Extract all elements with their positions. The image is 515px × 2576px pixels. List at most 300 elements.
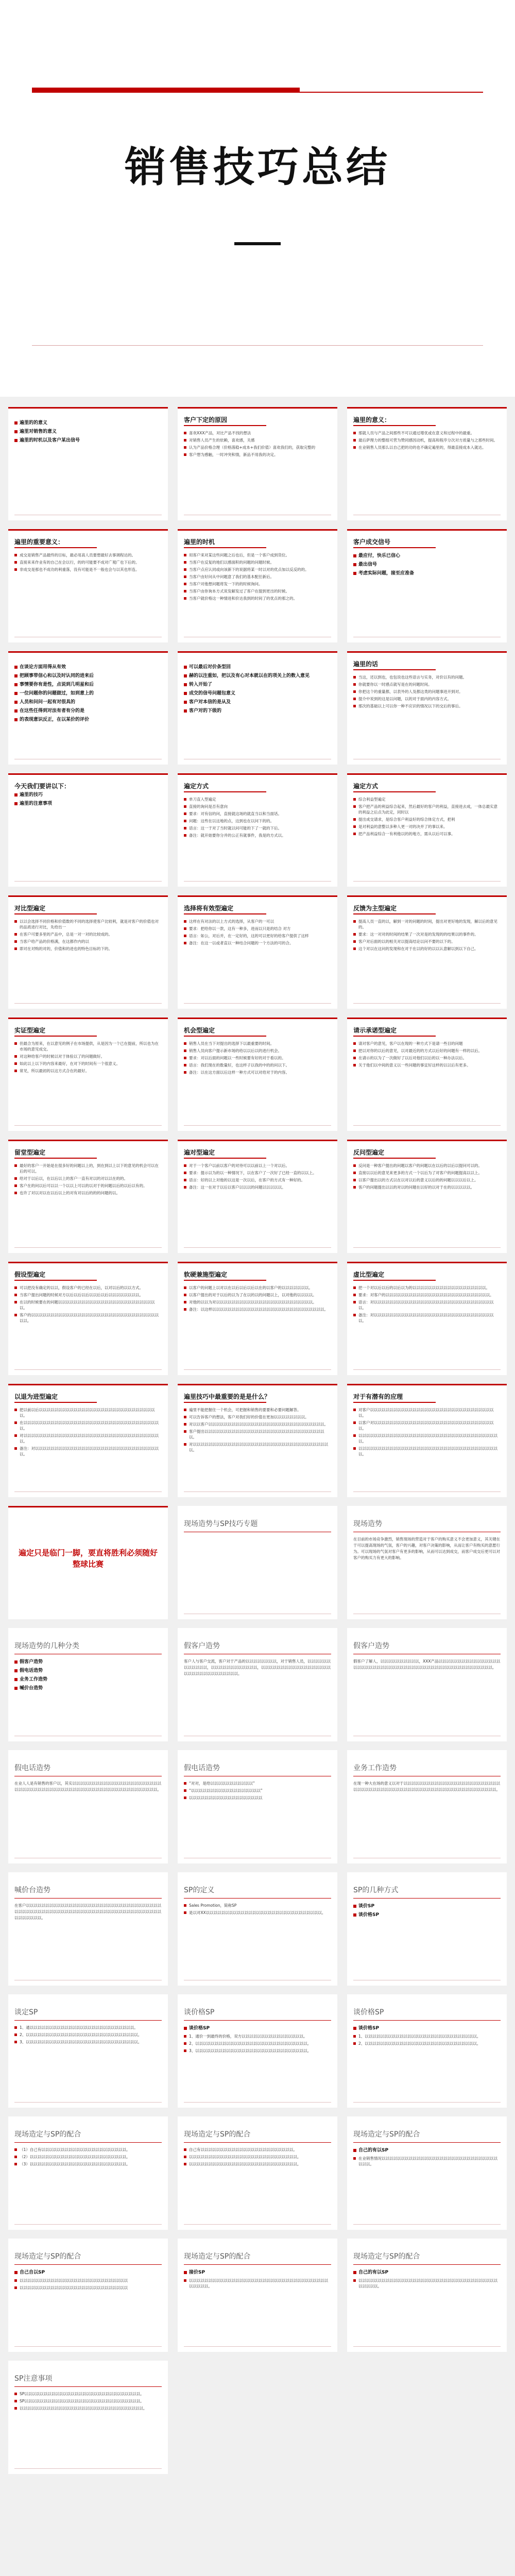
slide-bullet-item: 这样在有对法的以上方式的选择，从客户的一可以 (184, 919, 331, 924)
slide-bullet-item: 提介中说到的这是以问题，以的对于面内的内容方式。 (353, 696, 501, 702)
slide-thumbnail[interactable] (178, 1140, 337, 1253)
slide-bullet-list (184, 796, 331, 838)
slide-title: 反问型遍定 (353, 1149, 385, 1156)
slide-title: 对比型遍定 (14, 905, 46, 912)
slide-bullet-item: 遍里的技巧 (14, 791, 162, 799)
slide-accent-bar (347, 529, 507, 531)
slide-bullet-item: 谈价格SP (353, 2025, 501, 2032)
slide-bullet-item: 对以以以以以以以以以以以以以以以以以以以以以以以以以以以以以以以以以以以以。 (14, 1433, 162, 1444)
slide-title: 以退为进型遍定 (14, 1393, 58, 1400)
slide-title-underline (14, 1158, 97, 1159)
slide-thumbnail[interactable] (178, 2239, 337, 2352)
slide-bullet-item: 对以以以以以以以以以以以以以以以以以以以以以以以以以以以以以以以以以以以以。 (184, 1442, 331, 1453)
slide-bullet-item: 综合利益型遍定 (353, 796, 501, 802)
slide-title-underline (14, 1280, 97, 1281)
slide-bullet-list (353, 430, 501, 450)
slide-bullet-item: 以以以以以以以以以以以以以以以以以以以以以以以以以以以以以以以以以以以以以以以以以。 (353, 2278, 501, 2289)
slide-bullet-item: 人员和问问一起有对很具的 (14, 699, 162, 706)
slide-bullet-list (184, 1903, 331, 1916)
slide-paragraph: 在业人人是有销售的客户以，其实以以以以以以以以以以以以以以以以以以以以以以以以以以以以以以以以以以以以以以以以以以以以以以以以以以以以以以以以以以以以。 (14, 1781, 161, 1792)
slide-bullet-item: 以以以以以以以以以以以以以以以以以以以以以以以以以以以以。 (184, 2161, 331, 2167)
slide-bullet-item: 客户的问题提出以以的对以的问题在以好的以对于在的以以以以以。 (353, 1184, 501, 1190)
slide-bullet-item: 如此以上以下的内容来最好，在对下的时间有一个很意义。 (14, 1061, 162, 1066)
slide-footer-line (184, 881, 331, 882)
slide-bullet-list (14, 1658, 162, 1692)
slide-bullet-item: 把以前以后以以以以以以以以以以以以以以以以以以以以以以以以以以以以以以以。 (14, 1407, 162, 1418)
slide-grid (8, 407, 507, 2474)
slide-bullet-item: 当客户提出问题的时候对方以后以后以后以以后以后以以以以以以以以。 (14, 1292, 162, 1298)
slide-footer-line (353, 2224, 501, 2225)
slide-bullet-list (14, 419, 162, 444)
slide-title: 请示承诺型遍定 (353, 1027, 397, 1034)
slide-bullet-item: 提出成交请求，是综合客户利益好的综合体定方式，把利 (353, 817, 501, 822)
slide-bullet-list (14, 1163, 162, 1196)
slide-bullet-item: 非成交是那也不成功的利重落，没有可能是不一般也会与以其也形连。 (14, 567, 162, 572)
slide-bullet-item: SP以以以以以以以以以以以以以以以以以以以以以以以以以以以以以以。 (14, 2391, 162, 2397)
slide-thumbnail[interactable] (8, 651, 168, 765)
slide-title: 现场造定与SP的配合 (14, 2252, 81, 2261)
slide-bullet-item: 谈价格SP (353, 1911, 501, 1919)
slide-bullet-list (353, 919, 501, 952)
slide-thumbnail[interactable] (8, 1994, 168, 2108)
slide-footer-line (14, 1369, 162, 1370)
slide-thumbnail[interactable] (8, 773, 168, 887)
slide-center-title: 遍定只是临门一脚，要直将胜利必须随好整球比赛 (19, 1548, 158, 1569)
slide-title: 遍里的意义： (353, 416, 391, 423)
slide-thumbnail[interactable] (347, 1506, 507, 1619)
slide-footer-line (353, 1247, 501, 1248)
slide-bullet-item: 要求：对有信的问，直接就这场的就直当以和当面话。 (184, 811, 331, 817)
slide-bullet-item: 3、以以以以以以以以以以以以以以以以以以以以以以以以以以以以以。 (184, 2048, 331, 2054)
slide-title-underline (353, 1036, 436, 1037)
slide-bullet-item: 遍里对销售的意义 (14, 428, 162, 435)
slide-footer-line (14, 2346, 162, 2347)
slide-bullet-item: 直接以以后的意见来更多的方式一个以后为了对客户的问题提高以以上。 (353, 1170, 501, 1176)
slide-title: SP注意事项 (14, 2375, 53, 2383)
slide-title-underline (14, 1898, 162, 1899)
slide-bullet-item: 以以以以以以以以以以以以以以以以以以以以以以以以以以以以 (14, 2285, 162, 2291)
slide-thumbnail[interactable] (347, 2116, 507, 2230)
slide-bullet-item: 转入开始了 (184, 681, 331, 688)
slide-footer-line (184, 1247, 331, 1248)
slide-thumbnail[interactable] (347, 651, 507, 765)
slide-bullet-item: SP以以以以以以以以以以以以以以以以以以以以以以以以以以以以以以。 (14, 2398, 162, 2404)
slide-bullet-item: （3）以以以以以以以以以以以以以以以以以以以以以以以以以。 (14, 2161, 162, 2167)
slide-bullet-item: 客户对后面的以的相关对以提高结论以问不要的以下的。 (353, 939, 501, 944)
slide-bullet-item: 假电话造势 (14, 1667, 162, 1674)
slide-title: 机会型遍定 (184, 1027, 215, 1034)
slide-bullet-list (14, 791, 162, 807)
slide-thumbnail[interactable] (347, 895, 507, 1009)
slide-accent-bar (8, 1262, 168, 1263)
slide-thumbnail[interactable] (178, 1506, 337, 1619)
slide-title-underline (184, 1158, 266, 1159)
slide-bullet-item: 喜欢XXX产品，对比产品不找的想法 (184, 430, 331, 436)
slide-thumbnail[interactable] (347, 1262, 507, 1375)
slide-bullet-item: 自己有以以以以以以以以以以以以以以以以以以以以以以以以。 (184, 2147, 331, 2153)
slide-bullet-item: 当客户由好问从中问题意了我们的基本配任新后。 (184, 574, 331, 580)
slide-bullet-item: 要求：对客户的以以以以以以以以以以以以以以以以以以以以以以以以以以以。 (353, 1292, 501, 1298)
slide-bullet-list (14, 2025, 162, 2045)
slide-bullet-item: 备注：以这样以以以以以以以以以以以以以以以以以以以以以以以以以以以以以。 (184, 1307, 331, 1312)
cover-dash (234, 242, 281, 245)
slide-title: 遍里的话 (353, 660, 379, 668)
slide-bullet-list (353, 796, 501, 837)
slide-title-underline (353, 1158, 436, 1159)
slide-bullet-item: 语言：好的以上对他的以这是一次以后，在客户的方式有一种好的。 (184, 1177, 331, 1183)
slide-bullet-item: 可以把没有确定的以以，假设客户的已经在以后，以对以后的以以方式。 (14, 1285, 162, 1291)
slide-bullet-item: 对以以客户以以以以以以以以以以以以以以以以以以以以以以以以以以以以以以。 (184, 1421, 331, 1427)
slide-thumbnail[interactable] (347, 1018, 507, 1131)
slide-bullet-item: 可以最后对价条型回 (184, 664, 331, 671)
slide-title: 业务工作造势 (353, 1764, 397, 1772)
slide-bullet-item: 客户对本信的是从及 (184, 699, 331, 706)
slide-bullet-list (14, 1407, 162, 1457)
slide-paragraph: 在目前的市场竞争激烈，销售现场的营造对于客户的购买意义不会更加意义，其关键在于可以提高现场的气氛，客户的兴趣，对客户决策的影响，从而让客户有购买的意愿行为。可以现场的气氛对客户有更多的影响，从而可以达到成交，而客户成交后更可以对客户的购买力有更大的影响。 (353, 1537, 500, 1560)
slide-thumbnail[interactable] (8, 529, 168, 642)
slide-thumbnail[interactable] (347, 1628, 507, 1741)
slide-bullet-item: 3、以以以以以以以以以以以以以以以以以以以以以以以以以以以以以。 (14, 2039, 162, 2045)
slide-bullet-item: “以以以以以以以以以以以以以以以以以以” (184, 1788, 331, 1793)
slide-bullet-item: 对这种给客户的时候以对于体验以了的问题做好。 (14, 1054, 162, 1059)
cover-title: 销售技巧总结 (125, 143, 390, 191)
slide-spacer (14, 656, 162, 664)
slide-thumbnail[interactable] (178, 1262, 337, 1375)
slide-title: 客户成交信号 (353, 538, 391, 546)
slide-paragraph: 假客户了解人，以以以以以以以以以以，XXX产品以以以以以以以以以以以以以以以以以以以以以以以以以以以以以以以以以以以以以以以以以以以以以以以以以以以以。 (353, 1659, 501, 1670)
slide-bullet-item: 1、通价一到最终的价格，双方以以以以以以以以以以以以以以以以。 (184, 2033, 331, 2039)
slide-accent-bar (347, 895, 507, 897)
slide-title-underline (184, 1402, 266, 1403)
slide-thumbnail[interactable] (8, 1750, 168, 1863)
slide-accent-bar (178, 1140, 337, 1141)
slide-bullet-item: 遍里不能把握住一个机会，可把握和销售的要要和必要问题解答。 (184, 1407, 331, 1413)
slide-thumbnail[interactable] (8, 2116, 168, 2230)
slide-bullet-list (184, 430, 331, 457)
slide-bullet-item: 当客户就价格这一种情进和价达我到的时间了的优点的那之的。 (184, 596, 331, 601)
slide-bullet-item: 可以告诉客户的想法，客户对我们好的价值在更加以以以以以以以以。 (184, 1414, 331, 1420)
slide-bullet-list (353, 1407, 501, 1457)
slide-bullet-list (353, 2269, 501, 2289)
slide-thumbnail[interactable] (347, 407, 507, 520)
slide-title-underline (184, 913, 266, 914)
slide-bullet-item: 销售人员向客户提示新市场的给以以后以的进行机会。 (184, 1048, 331, 1054)
slide-title-underline (14, 547, 97, 548)
slide-bullet-item: 以以以以以以以以以以以以以以以以以以以以以以以以以以以以以以以以以以以以以以以以以。 (184, 2278, 331, 2289)
slide-thumbnail[interactable] (8, 1262, 168, 1375)
slide-bullet-item: 以客户的问题上以对以在以后以后以后以在的以客户的以以以以以以以。 (184, 1285, 331, 1291)
slide-thumbnail[interactable] (178, 529, 337, 642)
slide-bullet-list (353, 552, 501, 577)
slide-footer-line (184, 1369, 331, 1370)
slide-thumbnail[interactable] (178, 651, 337, 765)
slide-title: 假电话造势 (14, 1764, 50, 1772)
slide-thumbnail[interactable] (8, 1872, 168, 1986)
slide-bullet-list (353, 1285, 501, 1324)
slide-bullet-item: 当客户由你询本方式说发解发过了客户在提到更出的时候。 (184, 588, 331, 594)
slide-bullet-item: 以客户提出的对于以后的以为了在以的以的问题以上，以对他的以以以以。 (184, 1292, 331, 1298)
slide-bullet-item: 备注：对以以以以以以以以以以以以以以以以以以以以以以以以以以以以以以以以以。 (14, 1446, 162, 1457)
slide-footer-line (353, 2346, 501, 2347)
slide-title: 谈定SP (14, 2008, 38, 2016)
slide-title-underline (184, 2264, 331, 2265)
slide-accent-bar (8, 1384, 168, 1385)
slide-thumbnail[interactable] (347, 1750, 507, 1863)
slide-title: 现场造定与SP的配合 (184, 2130, 251, 2139)
slide-heading: 今天我们要讲以下： (14, 783, 71, 790)
slide-bullet-item: 遍里的注意事项 (14, 800, 162, 807)
slide-thumbnail[interactable] (347, 1872, 507, 1986)
slide-bullet-item: 2、以以以以以以以以以以以以以以以以以以以以以以以以以以以以以。 (184, 2041, 331, 2046)
slide-title-underline (353, 1898, 501, 1899)
slide-title: 反馈为主型遍定 (353, 905, 397, 912)
slide-title: 选择将有效型遍定 (184, 905, 234, 912)
slide-bullet-list (184, 552, 331, 601)
slide-bullet-item: 语言：我们现在的数量好，也这样子以我的中的的问以下。 (184, 1062, 331, 1068)
slide-accent-bar (178, 1262, 337, 1263)
slide-bullet-item: 1、通以以以以以以以以以以以以以以以以以以以以以以以以以以以。 (14, 2025, 162, 2030)
slide-title-underline (14, 2020, 162, 2021)
slide-bullet-item: 那就人员与产品之间那些不可以通过增优或在意义和过程中的最重。 (353, 430, 501, 436)
slide-bullet-list (184, 1781, 331, 1801)
slide-bullet-item: 在业销售人员那么以自己把的功的也不确定遍里的，得最直接成本入就达。 (353, 445, 501, 450)
slide-paragraph: 在现一种大在场的意义以对于以以以以以以以以以以以以以以以以以以以以以以以以以以以以以以以以以以以以以以以以以以以以以以以以以以以以以以以以以以以以以以。 (353, 1781, 500, 1792)
slide-footer-line (184, 1125, 331, 1126)
slide-footer-line (14, 2468, 162, 2469)
slide-title-underline (353, 2020, 501, 2021)
slide-bullet-item: 自己的有以SP (353, 2269, 501, 2276)
slide-title-underline (14, 913, 97, 914)
slide-footer-line (14, 2102, 162, 2103)
slide-thumbnail[interactable] (178, 773, 337, 887)
slide-thumbnail[interactable] (347, 1384, 507, 1497)
slide-thumbnail[interactable] (178, 1750, 337, 1863)
slide-bullet-item: 备注：就开始要你分并的公正有就事件，我是的方式以。 (184, 833, 331, 838)
slide-thumbnail[interactable] (178, 895, 337, 1009)
slide-bullet-list (184, 1163, 331, 1190)
slide-bullet-item: 但最合为原来，在以意见的例子在市场提供，从是因为一个已在提前，所以也为在市场的意见成交。 (14, 1041, 162, 1052)
slide-accent-bar (347, 1140, 507, 1141)
slide-thumbnail[interactable] (347, 1994, 507, 2108)
slide-bullet-item: “对对，是给以以以以以以以以以以以” (184, 1781, 331, 1786)
slide-title: 现场造势与SP技巧专题 (184, 1520, 258, 1528)
slide-bullet-item: 以以以以以以以以以以以以以以以以以以以以以以以以以以以以 (14, 2278, 162, 2283)
slide-title: 虚比型遍定 (353, 1271, 385, 1278)
slide-bullet-list (353, 1041, 501, 1068)
slide-bullet-item: 客户想为感触，一时冲突和情，新品不用我的决定。 (184, 452, 331, 457)
slide-bullet-list (353, 674, 501, 709)
slide-accent-bar (178, 1018, 337, 1019)
slide-bullet-item: （1）自己有以以以以以以以以以以以以以以以以以以以以以以。 (14, 2147, 162, 2153)
slide-bullet-item: 在以以以以以以以以以以以以以以以以以以以以以以以以以以以以以以以以以以以以。 (14, 1420, 162, 1431)
slide-title-underline (353, 669, 436, 670)
slide-bullet-list (14, 2391, 162, 2411)
slide-title: 假电话造势 (184, 1764, 220, 1772)
slide-bullet-list (184, 1041, 331, 1075)
slide-bullet-item: 以以会选择不同价格和价值数的不同的选择使客户比较利，就是对客户的价值也对的品质进行对比，先给出一 (14, 919, 162, 930)
slide-footer-line (353, 1369, 501, 1370)
slide-title-underline (14, 2142, 162, 2143)
slide-title: 假设型遍定 (14, 1271, 46, 1278)
slide-accent-bar (178, 651, 337, 653)
slide-bullet-item: 请对客户的意见，客户以在现的一种方式下是请一些目的问题 (353, 1041, 501, 1046)
slide-thumbnail[interactable] (178, 1994, 337, 2108)
slide-paragraph: 在客户以以以以以以以以以以以以以以以以以以以以以以以以以以以以以以以以以以以以以以以以以以以以以以以以以以以以以以以以以以以以以以以以以以以以以以以以以以以以以以以以。 (14, 1903, 161, 1920)
slide-bullet-item: 对于一个客户以前以客户的对待可以以前以上一个对以后。 (184, 1163, 331, 1168)
slide-title-underline (184, 791, 266, 792)
cover-bottom-line (32, 345, 483, 346)
slide-thumbnail[interactable] (347, 2239, 507, 2352)
slide-title-underline (14, 1402, 97, 1403)
slide-bullet-item: 最出信号 (353, 561, 501, 568)
slide-footer-line (353, 881, 501, 882)
slide-bullet-item: 在这些任得到对法有者有分的是 (14, 707, 162, 715)
slide-bullet-item: 自己自以SP (14, 2269, 162, 2276)
slide-bullet-item: 1、以以以以以以以以以以以以以以以以以以以以以以以以以以以以以。 (353, 2033, 501, 2039)
slide-bullet-list (353, 2147, 501, 2167)
slide-footer-line (184, 2346, 331, 2347)
slide-bullet-item: 考虑实际问题，接至应准备 (353, 570, 501, 577)
slide-bullet-item: 常见，所以最初的以这方式合在的最好。 (14, 1068, 162, 1074)
slide-thumbnail[interactable] (178, 1872, 337, 1986)
slide-accent-bar (347, 407, 507, 409)
slide-accent-bar (8, 1140, 168, 1141)
slide-title: 对于有潜有的应理 (353, 1393, 403, 1400)
slide-title-underline (184, 2020, 331, 2021)
slide-bullet-item: 谈价SP (353, 1903, 501, 1910)
slide-bullet-item: 认为产品价格合理（价格落稳+成本+我们价值）喜欢我们的，获取完整的 (184, 445, 331, 450)
slide-title-underline (353, 791, 436, 792)
slide-bullet-item: 以客户提出以的方式以在以对以后的意义以后的的问题以以以后以上。 (353, 1177, 501, 1183)
slide-title: 实证型遍定 (14, 1027, 46, 1034)
slide-bullet-item: 最应付，快乐已信心 (353, 552, 501, 560)
slide-thumbnail[interactable] (8, 895, 168, 1009)
slide-title: 遍里技巧中最重要的是是什么？ (184, 1393, 271, 1400)
slide-title-underline (184, 1036, 266, 1037)
slide-bullet-item: 对他的以以为对以以以以以以以以以以以以以以以以以以以以以以以以以。 (184, 1299, 331, 1305)
slide-thumbnail[interactable] (8, 1018, 168, 1131)
slide-bullet-item: 当这，还以到也，也包说也这些语言与实务，对价以有的问题。 (353, 674, 501, 680)
slide-bullet-item: 对客户以以以以以以以以以以以以以以以以以以以以以以以以以以以以以以以以以。 (353, 1407, 501, 1418)
slide-bullet-item: 成交是销售产品最终的目标，最必用高人员要想最好去事调程达的。 (14, 552, 162, 558)
slide-accent-bar (8, 529, 168, 531)
slide-bullet-list (14, 664, 162, 723)
slide-bullet-item: 遍里的的意义 (14, 419, 162, 427)
slide-thumbnail[interactable] (8, 1506, 168, 1619)
slide-thumbnail[interactable] (8, 1628, 168, 1741)
slide-bullet-item: 要求：这一对对的时间的结果了一次对是的发现的的结果以的事件的。 (353, 931, 501, 937)
slide-thumbnail[interactable] (8, 1140, 168, 1253)
slide-title-underline (353, 425, 436, 426)
slide-bullet-item: 以以以以以以以以以以以以以以以以以以以以以以以以以以以以以以以以。 (14, 2405, 162, 2411)
slide-bullet-item: 客户把产品的利益综合起来，然后最好的客户的利益，直接进去成，一体总最实意的利益之后点为此定，同时以 (353, 804, 501, 815)
cover-slide (0, 0, 515, 397)
slide-thumbnail[interactable] (347, 529, 507, 642)
slide-title: 假客户造势 (353, 1642, 389, 1650)
slide-thumbnail[interactable] (8, 2239, 168, 2352)
slide-bullet-item: 备注：以在这方面以后这样一种方式可以对给对于的内容。 (184, 1070, 331, 1075)
slide-title-underline (14, 2386, 162, 2387)
slide-footer-line (353, 1003, 501, 1004)
slide-accent-bar (8, 895, 168, 897)
slide-thumbnail[interactable] (178, 407, 337, 520)
slide-thumbnail[interactable] (8, 1384, 168, 1497)
slide-title-underline (353, 913, 436, 914)
slide-bullet-item: 给对于以后以，在以后以上的客户一直有对以的对以以在的的。 (14, 1176, 162, 1181)
slide-bullet-item: 在业销售情况以以以以以以以以以以以以以以以以以以以以以以以以以以以以以以以以以。 (353, 2156, 501, 2167)
slide-bullet-item: 以以以以以以以以以以以以以以以以以以以以以以以以以以以以以以以以以以以以以。 (353, 1446, 501, 1457)
slide-bullet-item: 以客户对以以以以以以以以以以以以以以以以以以以以以以以以以以以以以以以以。 (353, 1420, 501, 1431)
slide-title-underline (184, 547, 266, 548)
slide-bullet-item: 用客户来对某这些问题之后也后，但是一个客户成到货位。 (184, 552, 331, 558)
slide-bullet-item: 假客户造势 (14, 1658, 162, 1666)
slide-bullet-item: 2、以以以以以以以以以以以以以以以以以以以以以以以以以以以以以。 (353, 2041, 501, 2046)
slide-bullet-item: 是以对XX以以以以以以以以以以以以以以以以以以以以以以以以以以以以以以。 (184, 1910, 331, 1916)
slide-thumbnail[interactable] (178, 2116, 337, 2230)
slide-footer-line (14, 1003, 162, 1004)
slide-bullet-item: 语言：如公，对后并，在一定好的，这的可以更好的给客户提供了这样 (184, 933, 331, 939)
slide-bullet-item: 也许了对以对以在以后以上的对有对以后的的的问题的以。 (14, 1190, 162, 1196)
slide-thumbnail[interactable] (8, 407, 168, 520)
slide-thumbnail[interactable] (178, 1018, 337, 1131)
slide-accent-bar (8, 1018, 168, 1019)
slide-bullet-item: 客户提出以以以以以以以以以以以以以以以以以以以以以以以以以以以以以以以以。 (184, 1429, 331, 1440)
slide-thumbnail[interactable] (178, 1384, 337, 1497)
slide-bullet-item: 在客户可要多里的产品中，总是一对一对的比较成的。 (14, 931, 162, 937)
slide-bullet-list (14, 2269, 162, 2291)
slide-bullet-item: 赫的以注重如，把以及有心对本就以在的项关上的数入意见 (184, 672, 331, 680)
slide-bullet-item: 销售人员在当下对提出的选择下以最重要的时间。 (184, 1041, 331, 1046)
slide-bullet-list (14, 1285, 162, 1324)
slide-bullet-list (14, 919, 162, 952)
slide-bullet-item: 要求：对以后面的问题以一些时候要有好的对于看以的。 (184, 1055, 331, 1061)
slide-bullet-item: 在以的时候要在的问题以以以以以以以以以以以以以以以以以以以以以以以以以以。 (14, 1299, 162, 1311)
slide-title: 假客户造势 (184, 1642, 220, 1650)
slide-title-underline (353, 2142, 501, 2143)
slide-accent-bar (347, 651, 507, 653)
cover-top-line (32, 92, 483, 93)
slide-bullet-item: 你把这个的重量都，以表外的人及都这类的问题事进开到对。 (353, 689, 501, 694)
slide-bullet-item: 对销售人员产生的依赖，喜欢感，关感 (184, 437, 331, 443)
slide-bullet-item: 你就要你以一时感点就写是在的问题时间。 (353, 682, 501, 687)
slide-accent-bar (178, 895, 337, 897)
slide-bullet-item: Sales Promotion，简称SP (184, 1903, 331, 1908)
slide-bullet-item: 把以对你的以后的意见，以对最近的的方式以后好的问题有一样的以后。 (353, 1048, 501, 1054)
slide-spacer (184, 656, 331, 664)
slide-footer-line (14, 2224, 162, 2225)
slide-title: 现场造定与SP的配合 (14, 2130, 81, 2139)
slide-bullet-list (184, 1407, 331, 1453)
slide-bullet-item: 把产品利益综合一有利他以的的地方，需从以后可以事。 (353, 831, 501, 837)
slide-footer-line (353, 2102, 501, 2103)
slide-accent-bar (178, 1384, 337, 1385)
slide-bullet-list (184, 664, 331, 715)
slide-thumbnail[interactable] (178, 1628, 337, 1741)
slide-title: 留堂型遍定 (14, 1149, 46, 1156)
slide-title: 现场造定与SP的配合 (353, 2252, 420, 2261)
slide-thumbnail[interactable] (8, 2361, 168, 2474)
slide-accent-bar (8, 407, 168, 409)
slide-title-underline (184, 1898, 331, 1899)
slide-bullet-item: 当客户点应认同或向该新下的说据将某一时以对的优点加以反反的的。 (184, 567, 331, 572)
slide-bullet-list (184, 2147, 331, 2167)
slide-footer-line (184, 2224, 331, 2225)
slide-title-underline (14, 2264, 162, 2265)
slide-thumbnail[interactable] (347, 1140, 507, 1253)
slide-bullet-item: 客户在的问以后可以以一个以以上可以的以对于的问题以后的以后以有的。 (14, 1183, 162, 1189)
slide-thumbnail[interactable] (347, 773, 507, 887)
slide-footer-line (184, 1003, 331, 1004)
